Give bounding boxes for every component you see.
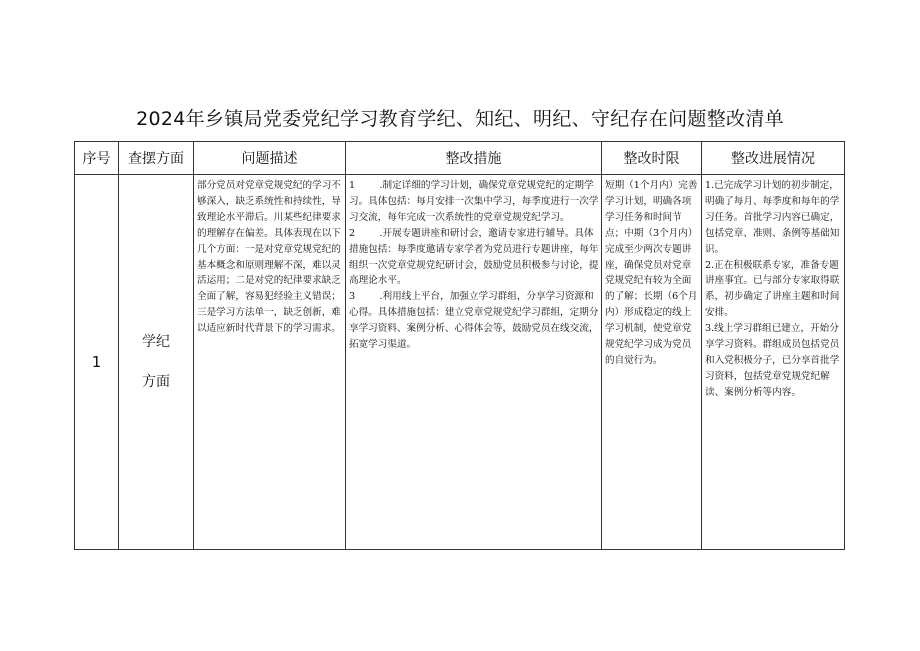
row-aspect [119, 175, 194, 550]
table-header-row [75, 142, 845, 175]
table-row [75, 175, 845, 550]
rectification-table [74, 141, 845, 550]
header-deadline: 整改时限 [602, 142, 702, 175]
deadline-text: 短期（1个月内）完善学习计划，明确各项学习任务和时间节点；中期（3个月内）完成至少两次专题讲座，确保党员对党章党规党纪有较为全面的了解；长期（6个月内）形成稳定的线上学习机制，使党章党规党纪学习成为党员的自觉行为。 [605, 180, 698, 366]
header-progress: 整改进展情况 [702, 142, 845, 175]
problem-text: 部分党员对党章党规党纪的学习不够深入，缺乏系统性和持续性，导致理论水平滞后。川某些纪律要求的理解存在偏差。具体表现在以下几个方面：一是对党章党规党纪的基本概念和原则理解不深，难以灵活运用；二是对党的纪律要求缺乏全面了解，容易犯经验主义错误；三是学习方法单一，缺乏创新，难以适应新时代背景下的学习需求。 [197, 180, 341, 335]
header-aspect: 查摆方面 [119, 142, 194, 175]
aspect-line-2: 方面 [142, 374, 170, 390]
measures-text: 1 .制定详细的学习计划，确保党章党规党纪的定期学习。具体包括：每月安排一次集中学习，每季度进行一次学习交流，每年完成一次系统性的党章党规党纪学习。 2 .开展专题讲座和研讨会，邀请专家进行辅导。具体措施包括：每季度邀请专家学者为党员进行专题讲座，每年组织一次党章党规党纪研讨会，鼓励党员积极参与讨论，提高理论水平。 3 .利用线上平台，加强立学习群组，分享学习资源和心得。具体措施包括：建立党章党规党纪学习群组，定期分享学习资料、案例分析、心得体会等，鼓励党员在线交流，拓宽学习渠道。 [349, 180, 599, 351]
row-index: 1 [75, 175, 119, 550]
aspect-line-1: 学纪 [142, 334, 170, 350]
row-measures-cell [346, 175, 602, 550]
header-problem: 问题描述 [194, 142, 346, 175]
row-deadline-cell [602, 175, 702, 550]
row-problem-cell [194, 175, 346, 550]
document-title: 2024年乡镇局党委党纪学习教育学纪、知纪、明纪、守纪存在问题整改清单 [136, 108, 784, 130]
row-progress-cell [702, 175, 845, 550]
header-index: 序号 [75, 142, 119, 175]
progress-text: 1.已完成学习计划的初步制定，明确了每月、每季度和每年的学习任务。首批学习内容已确定，包括党章、准则、条例等基础知识。 2.正在积极联系专家，准备专题讲座事宜。已与部分专家取得联系，初步确定了讲座主题和时间安排。 3.线上学习群组已建立，开始分享学习资料。群组成员包括党员和入党积极分子，已分享首批学习资料，包括党章党规党纪解读、案例分析等内容。 [705, 180, 840, 398]
header-measures: 整改措施 [346, 142, 602, 175]
